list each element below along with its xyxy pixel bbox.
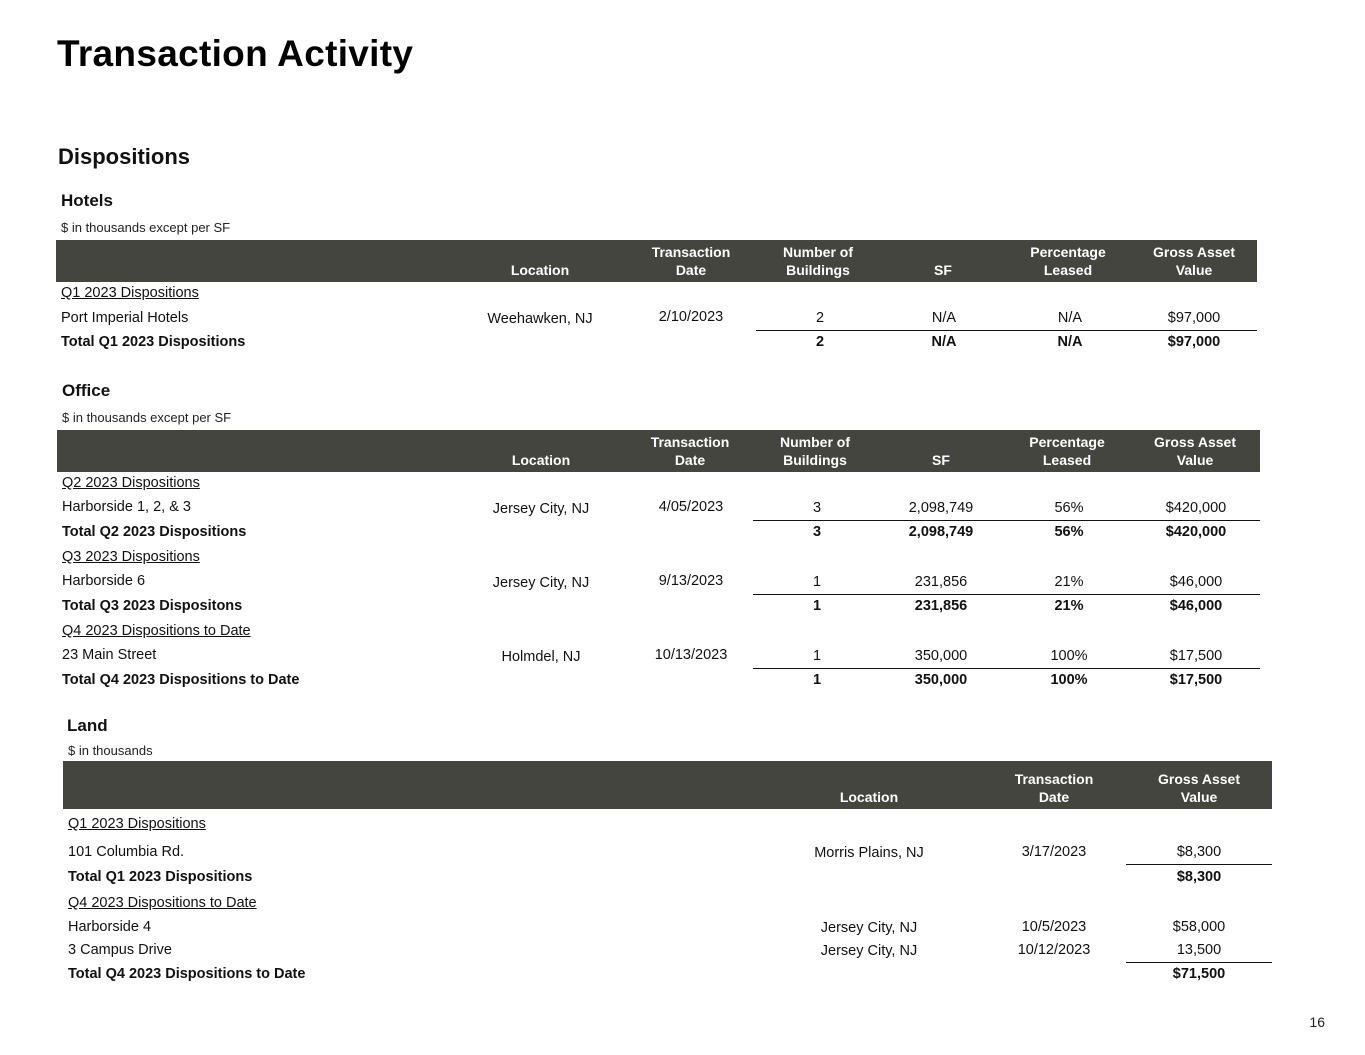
total-value: $420,000	[1165, 524, 1227, 540]
row-buildings: 1	[812, 574, 822, 590]
total-sf: 231,856	[914, 598, 968, 614]
land-group-label: Q4 2023 Dispositions to Date	[68, 895, 257, 911]
section-title: Dispositions	[58, 144, 191, 169]
row-sf: 2,098,749	[908, 500, 974, 516]
total-value: $71,500	[1172, 966, 1226, 982]
divider	[756, 330, 1257, 331]
office-header-value: Gross Asset Value	[1154, 434, 1236, 468]
row-date: 9/13/2023	[658, 573, 724, 589]
hotels-header-date: Transaction Date	[651, 244, 731, 278]
hotels-units-note: $ in thousands except per SF	[61, 220, 231, 235]
row-location: Morris Plains, NJ	[814, 845, 924, 861]
total-sf: N/A	[931, 334, 957, 350]
total-name: Total Q4 2023 Dispositions to Date	[62, 672, 300, 688]
office-header-location: Location	[511, 452, 571, 468]
total-name: Total Q3 2023 Dispositons	[62, 598, 243, 614]
row-leased: 21%	[1054, 574, 1084, 590]
row-value: $17,500	[1169, 648, 1223, 664]
total-leased: N/A	[1057, 334, 1083, 350]
hotels-group-label: Q1 2023 Dispositions	[61, 285, 199, 301]
row-date: 4/05/2023	[658, 499, 724, 515]
total-sf: 350,000	[914, 672, 968, 688]
divider	[753, 668, 1260, 669]
hotels-table-header	[56, 240, 1257, 282]
hotels-header-sf: SF	[934, 262, 952, 278]
row-location: Weehawken, NJ	[487, 311, 593, 327]
row-name: 101 Columbia Rd.	[68, 844, 185, 860]
office-group-label: Q3 2023 Dispositions	[62, 549, 200, 565]
total-buildings: 3	[812, 524, 822, 540]
page-title: Transaction Activity	[57, 33, 414, 74]
page-number: 16	[1309, 1014, 1325, 1030]
row-date: 3/17/2023	[1021, 844, 1087, 860]
land-header-date: Transaction Date	[1014, 771, 1094, 805]
row-value: $97,000	[1167, 310, 1221, 326]
hotels-title: Hotels	[61, 191, 113, 210]
row-value: 13,500	[1176, 942, 1222, 958]
row-buildings: 1	[812, 648, 822, 664]
row-leased: 56%	[1054, 500, 1084, 516]
office-header-buildings: Number of Buildings	[780, 434, 850, 468]
land-units-note: $ in thousands	[68, 743, 153, 758]
row-name: Port Imperial Hotels	[61, 310, 189, 326]
office-group-label: Q2 2023 Dispositions	[62, 475, 200, 491]
office-header-date: Transaction Date	[650, 434, 730, 468]
row-location: Holmdel, NJ	[501, 649, 581, 665]
divider	[1126, 864, 1272, 865]
row-sf: N/A	[931, 310, 957, 326]
row-buildings: 3	[812, 500, 822, 516]
hotels-header-location: Location	[510, 262, 570, 278]
row-sf: 231,856	[914, 574, 968, 590]
row-value: $46,000	[1169, 574, 1223, 590]
office-table-header	[57, 430, 1260, 472]
office-group-label: Q4 2023 Dispositions to Date	[62, 623, 251, 639]
divider	[753, 594, 1260, 595]
row-date: 10/13/2023	[654, 647, 728, 663]
row-buildings: 2	[815, 310, 825, 326]
total-name: Total Q1 2023 Dispositions	[68, 869, 253, 885]
row-location: Jersey City, NJ	[820, 943, 918, 959]
row-name: Harborside 4	[68, 919, 152, 935]
row-location: Jersey City, NJ	[820, 920, 918, 936]
row-value: $58,000	[1172, 919, 1226, 935]
total-name: Total Q2 2023 Dispositions	[62, 524, 247, 540]
total-buildings: 2	[815, 334, 825, 350]
row-name: 23 Main Street	[62, 647, 157, 663]
row-leased: 100%	[1050, 648, 1088, 664]
total-name: Total Q4 2023 Dispositions to Date	[68, 966, 306, 982]
row-location: Jersey City, NJ	[492, 575, 590, 591]
total-name: Total Q1 2023 Dispositions	[61, 334, 246, 350]
row-value: $420,000	[1165, 500, 1227, 516]
total-value: $46,000	[1169, 598, 1223, 614]
row-name: Harborside 1, 2, & 3	[62, 499, 191, 515]
hotels-header-value: Gross Asset Value	[1153, 244, 1235, 278]
land-group-label: Q1 2023 Dispositions	[68, 816, 206, 832]
total-leased: 21%	[1054, 598, 1084, 614]
total-value: $97,000	[1167, 334, 1221, 350]
row-value: $8,300	[1176, 844, 1222, 860]
row-sf: 350,000	[914, 648, 968, 664]
office-header-leased: Percentage Leased	[1029, 434, 1105, 468]
total-leased: 56%	[1054, 524, 1084, 540]
office-header-sf: SF	[932, 452, 950, 468]
hotels-header-leased: Percentage Leased	[1030, 244, 1106, 278]
row-date: 10/5/2023	[1021, 919, 1087, 935]
land-table-header	[63, 761, 1272, 809]
row-name: Harborside 6	[62, 573, 146, 589]
row-location: Jersey City, NJ	[492, 501, 590, 517]
office-title: Office	[62, 381, 111, 400]
land-header-value: Gross Asset Value	[1158, 771, 1240, 805]
total-buildings: 1	[812, 598, 822, 614]
land-header-location: Location	[839, 789, 899, 805]
row-date: 2/10/2023	[658, 309, 724, 325]
total-value: $8,300	[1176, 869, 1222, 885]
total-value: $17,500	[1169, 672, 1223, 688]
land-title: Land	[67, 716, 108, 735]
row-date: 10/12/2023	[1017, 942, 1091, 958]
total-leased: 100%	[1050, 672, 1088, 688]
total-buildings: 1	[812, 672, 822, 688]
row-leased: N/A	[1057, 310, 1083, 326]
hotels-header-buildings: Number of Buildings	[783, 244, 853, 278]
office-units-note: $ in thousands except per SF	[62, 410, 232, 425]
divider	[753, 520, 1260, 521]
divider	[1126, 962, 1272, 963]
total-sf: 2,098,749	[908, 524, 974, 540]
row-name: 3 Campus Drive	[68, 942, 172, 958]
